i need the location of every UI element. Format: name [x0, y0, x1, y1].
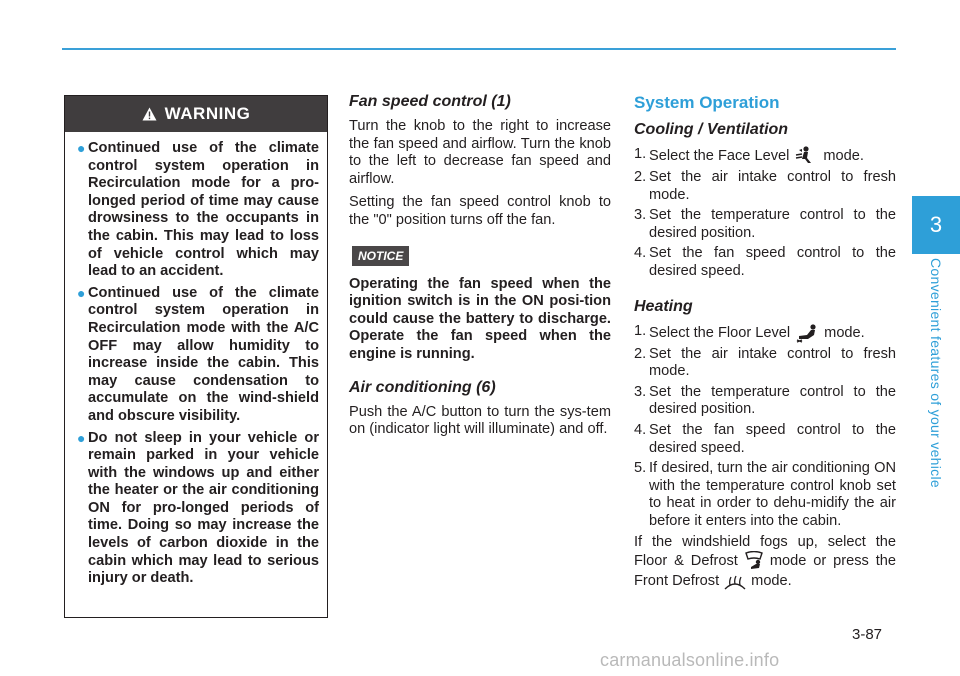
chapter-tab [912, 196, 960, 254]
chapter-number: 3 [929, 212, 943, 237]
warning-item: ● Do not sleep in your vehicle or remain parked in your vehicle with the windows up and either the heater or the air conditioning ON for pro-longed periods of time. Doing so may increase the levels of carbon dioxide in the cabin which may lead to serious injury or death. [77, 429, 319, 587]
warning-box [64, 95, 328, 618]
list-item: 4. Set the fan speed control to the desired speed. [634, 245, 896, 279]
list-item: 2. Set the air intake control to fresh mode. [634, 169, 896, 203]
middle-column [349, 92, 611, 445]
chapter-title: Convenient features of your vehicle [928, 258, 944, 488]
heating-steps [634, 323, 896, 531]
notice-text: Operating the fan speed when the ignition switch is in the ON posi-tion could cause the battery to discharge. Operate the fan speed when the engine is running. [349, 275, 611, 362]
header-rule [62, 48, 896, 50]
list-item: 2. Set the air intake control to fresh mode. [634, 345, 896, 380]
warning-item: ● Continued use of the climate control system operation in Recirculation mode for a pro-longed period of time may cause drowsiness to the occupants in the cabin. This may lead to loss of vehicle control which may lead to an accident. [77, 140, 319, 280]
bullet-icon: ● [77, 284, 86, 301]
defrost-paragraph: If the windshield fogs up, select the Floor & Defrost mode or press the Front Defrost mode. [634, 534, 896, 592]
warning-header [65, 96, 327, 132]
face-level-mode-icon [793, 146, 819, 166]
fan-speed-paragraph: Turn the knob to the right to increase the fan speed and airflow. Turn the knob to the left to decrease fan speed and airflow. [349, 118, 611, 187]
list-item: 1. Select the Face Level mode. [634, 146, 896, 166]
bullet-icon: ● [77, 140, 86, 156]
right-column [634, 92, 896, 597]
air-conditioning-paragraph: Push the A/C button to turn the sys-tem on (indicator light will illuminate) and off. [349, 403, 611, 438]
page-number: 3-87 [852, 626, 883, 643]
list-item: 1. Select the Floor Level mode. [634, 323, 896, 343]
floor-level-mode-icon [794, 323, 820, 343]
list-item: 5. If desired, turn the air conditioning ON with the temperature control knob set to heat in order to dehu-midify the air before it enters into the cabin. [634, 460, 896, 529]
warning-title: WARNING [164, 104, 251, 123]
list-item: 3. Set the temperature control to the desired position. [634, 207, 896, 241]
cooling-steps [634, 146, 896, 281]
warning-item: ● Continued use of the climate control system operation in Recirculation mode with the A/C OFF may allow humidity to increase inside the cabin. This may cause condensation to accumulate on the wind-shield and obscure visibility. [77, 284, 319, 424]
front-defrost-icon [723, 571, 747, 591]
cooling-heading: Cooling / Ventilation [634, 121, 789, 138]
heating-heading: Heating [634, 297, 693, 315]
bullet-icon: ● [77, 429, 86, 446]
watermark: carmanualsonline.info [600, 650, 780, 670]
list-item: 3. Set the temperature control to the desired position. [634, 383, 896, 418]
notice-label: NOTICE [352, 246, 409, 266]
warning-list [65, 132, 327, 588]
floor-defrost-mode-icon [742, 551, 766, 571]
list-item: 4. Set the fan speed control to the desired speed. [634, 421, 896, 456]
warning-triangle-icon [142, 107, 157, 121]
system-operation-heading: System Operation [634, 93, 780, 112]
fan-speed-paragraph: Setting the fan speed control knob to the "0" position turns off the fan. [349, 194, 611, 228]
fan-speed-heading: Fan speed control (1) [349, 93, 511, 110]
air-conditioning-heading: Air conditioning (6) [349, 378, 496, 396]
